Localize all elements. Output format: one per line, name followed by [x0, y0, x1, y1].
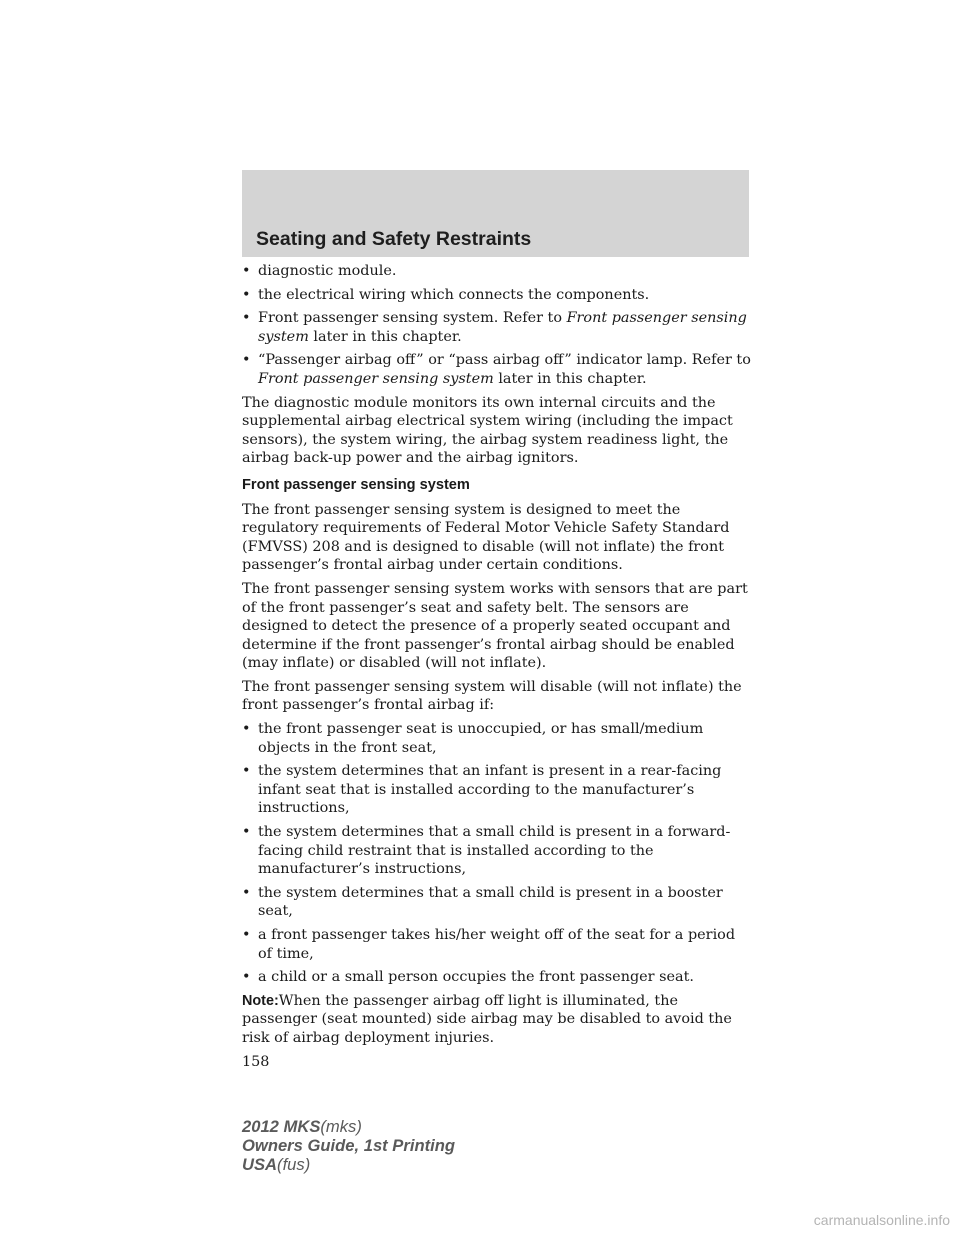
- section-header-band: [242, 170, 749, 257]
- section-header-title: Seating and Safety Restraints: [256, 228, 532, 250]
- cross-reference: Front passenger sensing system: [258, 370, 494, 387]
- bullet-item: • a child or a small person occupies the front passenger seat.: [242, 969, 694, 986]
- bullet-dot: •: [242, 884, 251, 901]
- bullet-dot: •: [242, 824, 251, 841]
- bullet-item: • the system determines that a small child is present in a forward-facing child restraint that is installed according to the manufacturer’s instructions,: [242, 824, 731, 878]
- bullet-dot: •: [242, 263, 251, 279]
- note-paragraph: [242, 992, 752, 1048]
- bullet-dot: •: [242, 721, 251, 738]
- section-heading: Front passenger sensing system: [242, 476, 470, 493]
- footer-line: Owners Guide, 1st Printing: [242, 1136, 455, 1155]
- cross-reference: Front passenger sensing system: [258, 310, 747, 345]
- bullet-dot: •: [242, 763, 251, 780]
- bullet-item: • Front passenger sensing system. Refer to Front passenger sensing system later in this chapter.: [242, 310, 747, 345]
- bullet-item: • the electrical wiring which connects the components.: [242, 286, 650, 303]
- bullet-dot: •: [242, 969, 251, 986]
- page-number: 158: [242, 1053, 270, 1070]
- footer-line: 2012 MKS(mks): [242, 1117, 362, 1136]
- print-footer: [242, 1117, 455, 1174]
- bullet-dot: •: [242, 927, 251, 943]
- paragraph-diagnostic-module: The diagnostic module monitors its own internal circuits and the supplemental airbag electrical system wiring (including the impact sensors), the system wiring, the airbag system readiness light, the airbag back-up power and the airbag ignitors.: [242, 394, 733, 467]
- bullet-dot: •: [242, 286, 251, 303]
- note-label: Note:: [242, 992, 279, 1009]
- bullet-item: • diagnostic module.: [242, 263, 397, 279]
- bullet-item: • the system determines that an infant is present in a rear-facing infant seat that is installed according to the manufacturer’s instructions,: [242, 763, 722, 817]
- paragraph: The front passenger sensing system works with sensors that are part of the front passenger’s seat and safety belt. The sensors are designed to detect the presence of a properly seated occupant and determine if the front passenger’s frontal airbag should be enabled (may inflate) or disabled (will not inflate).: [242, 580, 748, 672]
- bullet-item: • a front passenger takes his/her weight off of the seat for a period of time,: [242, 927, 736, 962]
- bullet-item: • the system determines that a small child is present in a booster seat,: [242, 884, 723, 920]
- bullet-dot: •: [242, 310, 251, 327]
- paragraph: The front passenger sensing system is designed to meet the regulatory requirements of Federal Motor Vehicle Safety Standard (FMVSS) 208 and is designed to disable (will not inflate) the front passenger’s frontal airbag under certain conditions.: [242, 501, 730, 574]
- watermark: carmanualsonline.info: [813, 1212, 950, 1228]
- footer-line: USA(fus): [242, 1155, 311, 1174]
- page-content: [242, 262, 752, 1071]
- bullet-dot: •: [242, 352, 251, 369]
- bullet-item: • “Passenger airbag off” or “pass airbag off” indicator lamp. Refer to Front passenger sensing system later in this chapter.: [242, 352, 751, 387]
- note-text: When the passenger airbag off light is illuminated, the passenger (seat mounted) side airbag may be disabled to avoid the risk of airbag deployment injuries.: [242, 992, 732, 1046]
- paragraph: The front passenger sensing system will disable (will not inflate) the front passenger’s frontal airbag if:: [242, 678, 742, 714]
- bullet-item: • the front passenger seat is unoccupied, or has small/medium objects in the front seat,: [242, 721, 704, 756]
